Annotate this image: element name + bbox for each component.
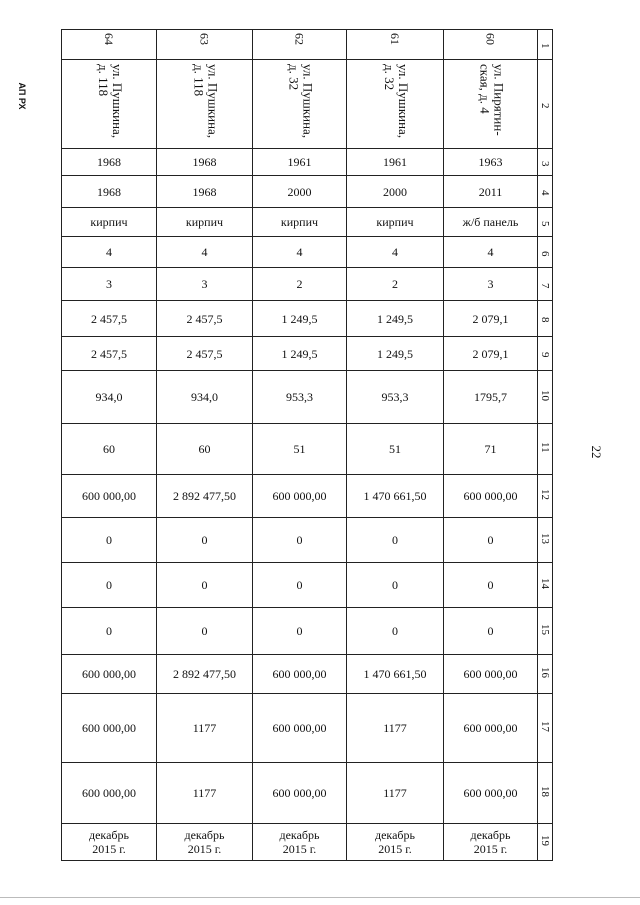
row-number: 9 (539, 352, 551, 358)
table-cell: 1177 (157, 763, 253, 824)
table-cell: 2 (253, 268, 347, 301)
object-index: 63 (197, 33, 212, 45)
table-cell: 0 (347, 518, 444, 563)
table-cell: 0 (444, 608, 538, 655)
table-cell: 2 457,5 (62, 301, 157, 337)
object-index-cell (347, 30, 444, 60)
table-cell: 0 (62, 563, 157, 608)
table-cell: 0 (157, 518, 253, 563)
table-cell: 4 (347, 237, 444, 268)
table-row (62, 30, 553, 60)
row-number-cell (538, 475, 553, 518)
row-number-cell (538, 337, 553, 371)
table-cell: 3 (444, 268, 538, 301)
table-cell: декабрь 2015 г. (444, 824, 538, 861)
table-cell: 1 470 661,50 (347, 655, 444, 694)
table-cell: 1968 (157, 176, 253, 208)
table-cell: 600 000,00 (62, 763, 157, 824)
table-cell: 1968 (157, 149, 253, 176)
table-cell: кирпич (253, 208, 347, 237)
table-row (62, 608, 553, 655)
row-number-cell (538, 268, 553, 301)
row-number: 7 (539, 282, 551, 288)
row-number-cell (538, 237, 553, 268)
table-cell: 2000 (253, 176, 347, 208)
address-cell (62, 60, 157, 149)
row-number: 12 (539, 489, 551, 500)
object-index-cell (157, 30, 253, 60)
row-number-cell (538, 824, 553, 861)
row-number-cell (538, 301, 553, 337)
table-cell: 2 892 477,50 (157, 475, 253, 518)
table-cell: 1 249,5 (347, 301, 444, 337)
address-cell (157, 60, 253, 149)
table-cell: кирпич (62, 208, 157, 237)
table-cell: 953,3 (253, 371, 347, 424)
table-cell: 1 470 661,50 (347, 475, 444, 518)
table-cell: 1 249,5 (253, 301, 347, 337)
table-cell: 2 457,5 (157, 301, 253, 337)
table-cell: 60 (157, 424, 253, 475)
table-cell: 600 000,00 (253, 763, 347, 824)
table-cell: 600 000,00 (444, 694, 538, 763)
table-cell: 4 (253, 237, 347, 268)
row-number-cell (538, 149, 553, 176)
table-cell: декабрь 2015 г. (347, 824, 444, 861)
table-row (62, 424, 553, 475)
table-row (62, 694, 553, 763)
table-cell: 934,0 (157, 371, 253, 424)
row-number-cell (538, 60, 553, 149)
table-row (62, 763, 553, 824)
table-cell: 1961 (347, 149, 444, 176)
row-number: 1 (539, 43, 551, 49)
row-number-cell (538, 563, 553, 608)
table-cell: 953,3 (347, 371, 444, 424)
table-cell: 2000 (347, 176, 444, 208)
table-cell: 51 (253, 424, 347, 475)
table-row (62, 518, 553, 563)
table-cell: 934,0 (62, 371, 157, 424)
table-row (62, 824, 553, 861)
housing-register-table (61, 29, 553, 861)
object-index: 61 (388, 33, 402, 45)
table-cell: кирпич (157, 208, 253, 237)
table-cell: 0 (253, 563, 347, 608)
table-cell: 0 (347, 563, 444, 608)
row-number: 15 (539, 624, 551, 635)
row-number: 4 (539, 190, 551, 196)
address-cell (444, 60, 538, 149)
table-cell: 4 (444, 237, 538, 268)
row-number: 6 (539, 250, 551, 256)
table-cell: 600 000,00 (444, 763, 538, 824)
table-row (62, 60, 553, 149)
table-cell: 2011 (444, 176, 538, 208)
table-cell: 1963 (444, 149, 538, 176)
table-cell: 3 (62, 268, 157, 301)
table-cell: 600 000,00 (444, 655, 538, 694)
table-cell: кирпич (347, 208, 444, 237)
object-index: 60 (483, 33, 498, 45)
row-number: 11 (539, 442, 551, 453)
table-cell: 2 892 477,50 (157, 655, 253, 694)
table-cell: 1968 (62, 149, 157, 176)
table-cell: 0 (62, 518, 157, 563)
table-cell: 2 (347, 268, 444, 301)
archive-margin-mark: АП РХ (17, 82, 27, 110)
table-cell: 0 (444, 563, 538, 608)
table-row (62, 655, 553, 694)
row-number-cell (538, 763, 553, 824)
table-cell: 1961 (253, 149, 347, 176)
table-row (62, 268, 553, 301)
row-number-cell (538, 655, 553, 694)
row-number: 2 (539, 102, 551, 108)
table-cell: 0 (444, 518, 538, 563)
address-cell (347, 60, 444, 149)
table-cell: 600 000,00 (253, 694, 347, 763)
table-cell: 600 000,00 (444, 475, 538, 518)
address-text: ул. Пушкина, д. 32 (382, 64, 411, 139)
table-cell: декабрь 2015 г. (62, 824, 157, 861)
table-cell: 0 (347, 608, 444, 655)
row-number: 16 (539, 667, 551, 678)
table-row (62, 176, 553, 208)
address-text: ул. Пушкина, д. 118 (96, 64, 125, 139)
object-index: 64 (102, 33, 116, 45)
table-cell: 600 000,00 (62, 655, 157, 694)
table-row (62, 371, 553, 424)
table-row (62, 475, 553, 518)
object-index-cell (253, 30, 347, 60)
row-number-cell (538, 176, 553, 208)
table-cell: 3 (157, 268, 253, 301)
row-number: 17 (539, 721, 551, 732)
address-text: ул. Пушкина, д. 32 (286, 64, 316, 139)
row-number-cell (538, 30, 553, 60)
table-cell: ж/б панель (444, 208, 538, 237)
row-number-cell (538, 694, 553, 763)
row-number: 19 (539, 835, 551, 846)
row-number: 13 (539, 533, 551, 544)
table-cell: 2 079,1 (444, 301, 538, 337)
object-index-cell (62, 30, 157, 60)
row-number: 8 (539, 317, 551, 323)
table-row (62, 149, 553, 176)
table-cell: 2 079,1 (444, 337, 538, 371)
page-bottom-edge (0, 897, 640, 898)
table-row (62, 237, 553, 268)
table-cell: 4 (157, 237, 253, 268)
row-number: 18 (539, 786, 551, 797)
address-text: ул. Пирятин- ская, д. 4 (477, 64, 507, 136)
table-cell: 71 (444, 424, 538, 475)
row-number: 5 (539, 220, 551, 226)
table-cell: 1 249,5 (347, 337, 444, 371)
table-cell: декабрь 2015 г. (157, 824, 253, 861)
address-cell (253, 60, 347, 149)
table-cell: 1 249,5 (253, 337, 347, 371)
row-number-cell (538, 518, 553, 563)
table-cell: 2 457,5 (62, 337, 157, 371)
table-cell: 600 000,00 (62, 694, 157, 763)
page-number: 22 (589, 445, 604, 459)
table-row (62, 563, 553, 608)
row-number: 3 (539, 160, 551, 166)
table-row (62, 208, 553, 237)
table-cell: 1968 (62, 176, 157, 208)
row-number-cell (538, 608, 553, 655)
table-cell: 600 000,00 (62, 475, 157, 518)
table-cell: 1177 (347, 763, 444, 824)
object-index-cell (444, 30, 538, 60)
table-cell: 60 (62, 424, 157, 475)
table-cell: 600 000,00 (253, 655, 347, 694)
object-index: 62 (292, 33, 307, 45)
table-cell: 1795,7 (444, 371, 538, 424)
table-cell: 2 457,5 (157, 337, 253, 371)
table-cell: 51 (347, 424, 444, 475)
table-cell: 1177 (157, 694, 253, 763)
table-cell: 0 (253, 518, 347, 563)
row-number: 10 (539, 390, 551, 401)
table-cell: 0 (253, 608, 347, 655)
table-cell: 0 (157, 608, 253, 655)
table-row (62, 337, 553, 371)
row-number: 14 (539, 578, 551, 589)
table-cell: 600 000,00 (253, 475, 347, 518)
table-cell: 1177 (347, 694, 444, 763)
row-number-cell (538, 371, 553, 424)
table-row (62, 301, 553, 337)
row-number-cell (538, 208, 553, 237)
address-text: ул. Пушкина, д. 118 (191, 64, 221, 139)
row-number-cell (538, 424, 553, 475)
table-cell: 0 (157, 563, 253, 608)
table-cell: 0 (62, 608, 157, 655)
table-cell: декабрь 2015 г. (253, 824, 347, 861)
table-cell: 4 (62, 237, 157, 268)
